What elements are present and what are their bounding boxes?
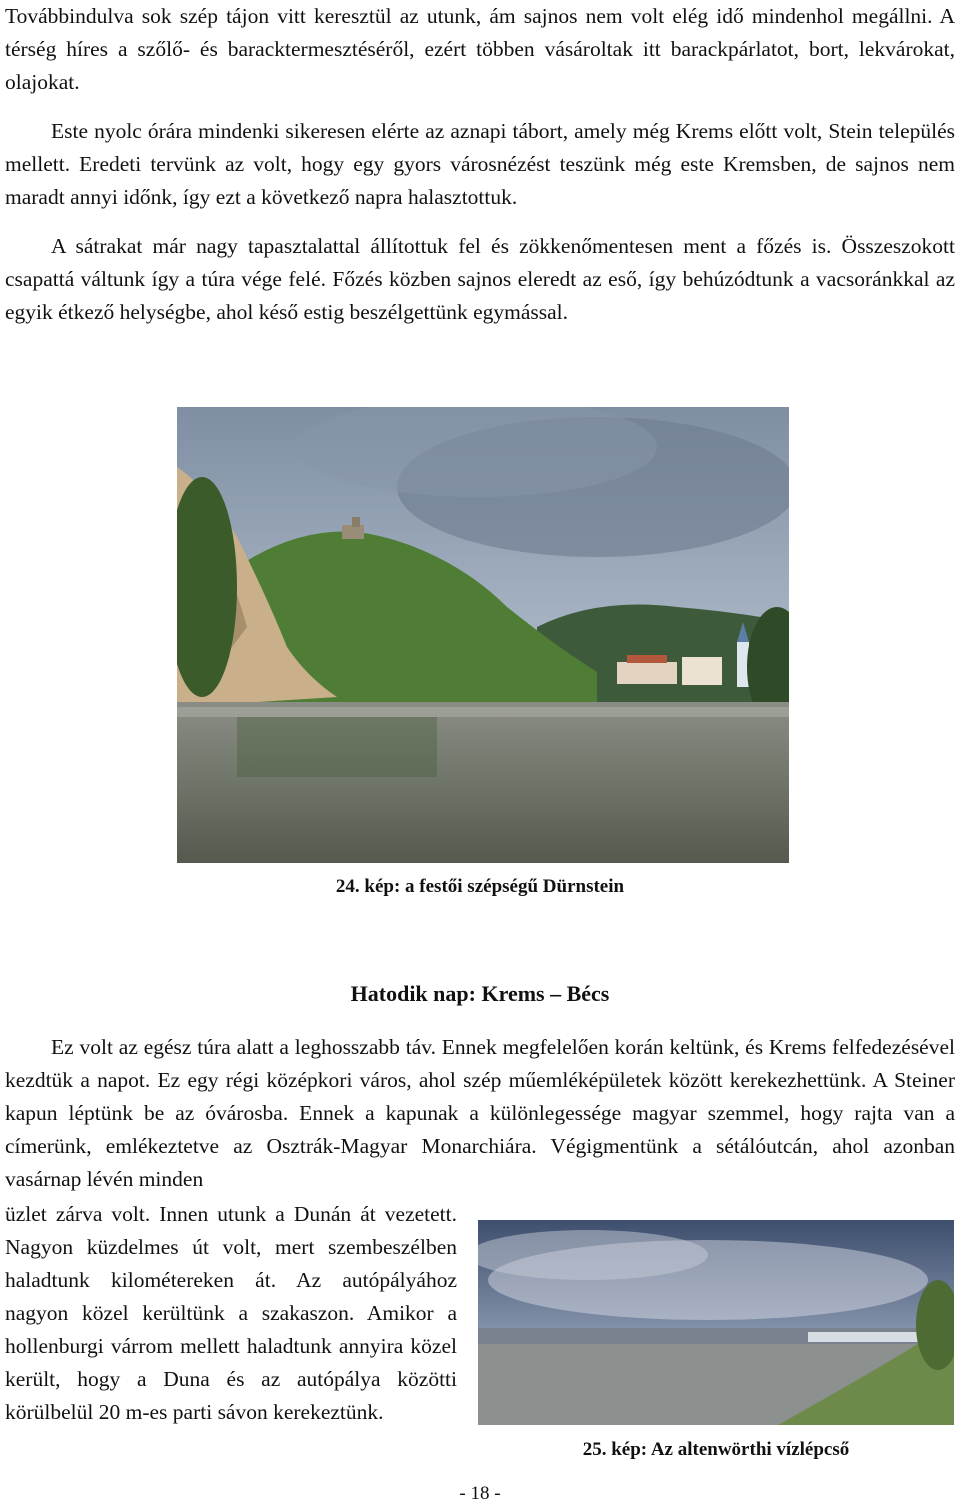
paragraph-evening-camp: Este nyolc órára mindenki sikeresen elérte az aznapi tábort, amely még Krems előtt volt, Stein település mellett. Eredeti tervünk az volt, hogy egy gyors városnézést teszünk még este Kremsben, de sajnos nem maradt annyi időnk, így ezt a következő napra halasztottuk.	[5, 119, 955, 209]
page-number: - 18 -	[459, 1483, 501, 1504]
altenworth-photo	[478, 1220, 954, 1425]
paragraph-danube-route: üzlet zárva volt. Innen utunk a Dunán át vezetett. Nagyon küzdelmes út volt, mert szembeszélben haladtunk kilométereken át. Az autópályához nagyon közel kerültünk a szakaszon. Amikor a hollenburgi várrom mellett haladtunk annyira közel került, hogy a Duna és az autópálya közötti körülbelül 20 m-es parti sávon kerekeztünk.	[5, 1202, 457, 1424]
figure-25-caption: 25. kép: Az altenwörthi vízlépcső	[582, 1439, 850, 1460]
durnstein-photo	[177, 407, 789, 863]
section-heading: Hatodik nap: Krems – Bécs	[350, 981, 610, 1006]
paragraph-krems: Ez volt az egész túra alatt a leghosszabb táv. Ennek megfelelően korán keltünk, és Krems felfedezésével kezdtük a napot. Ez egy régi középkori város, ahol szép műemléképületek között kerekezhettünk. A Steiner kapun léptünk be az óvárosba. Ennek a kapunak a különlegessége magyar szemmel, hogy rajta van a címerünk, emlékeztetve az Osztrák-Magyar Monarchiára. Végigmentünk a sétálóutcán, ahol azonban vasárnap lévén minden	[5, 1035, 955, 1191]
paragraph-travel: Továbbindulva sok szép tájon vitt keresztül az utunk, ám sajnos nem volt elég idő mindenhol megállni. A térség híres a szőlő- és baracktermesztéséről, ezért többen vásároltak itt barackpárlatot, bort, lekvárokat, olajokat.	[5, 4, 955, 94]
figure-24-caption: 24. kép: a festői szépségű Dürnstein	[335, 876, 625, 897]
altenworth-photo-drawing	[478, 1220, 954, 1425]
paragraph-tents: A sátrakat már nagy tapasztalattal állítottuk fel és zökkenőmentesen ment a főzés is. Összeszokott csapattá váltunk így a túra vége felé. Főzés közben sajnos eleredt az eső, így behúzódtunk a vacsoránkkal az egyik étkező helységbe, ahol késő estig beszélgettünk egymással.	[5, 234, 955, 324]
durnstein-photo-drawing	[177, 407, 789, 863]
